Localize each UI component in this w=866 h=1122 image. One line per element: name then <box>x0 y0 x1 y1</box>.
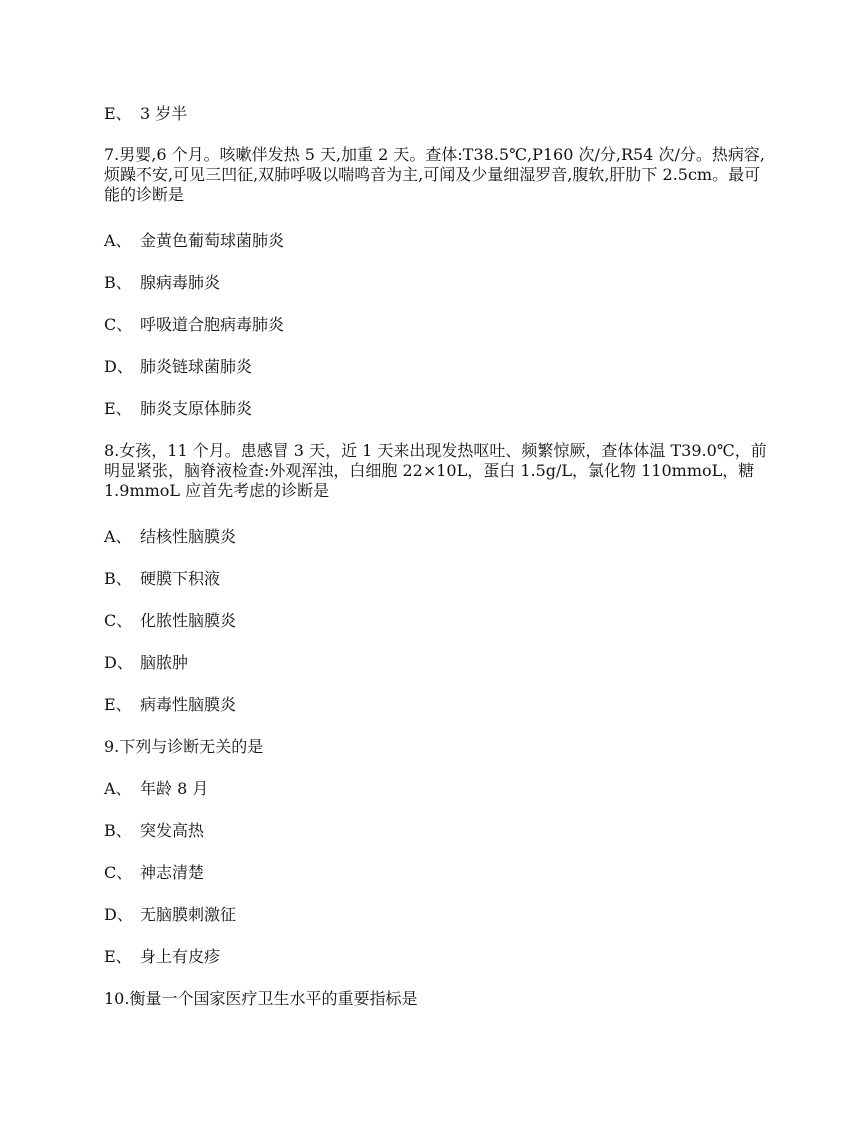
option-text: 金黄色葡萄球菌肺炎 <box>140 231 285 250</box>
option-c <box>104 863 204 883</box>
option-b <box>104 569 220 589</box>
option-text: 脑脓肿 <box>140 653 189 672</box>
option-d <box>104 905 236 925</box>
option-c <box>104 315 284 335</box>
option-text: 硬膜下积液 <box>140 569 221 588</box>
option-letter: A、 <box>104 527 132 546</box>
option-e <box>104 399 252 419</box>
option-d <box>104 357 252 377</box>
option-letter: D、 <box>104 905 133 924</box>
option-text: 肺炎支原体肺炎 <box>140 399 253 418</box>
option-text: 呼吸道合胞病毒肺炎 <box>140 315 285 334</box>
option-letter: D、 <box>104 653 133 672</box>
option-letter: C、 <box>104 315 133 334</box>
option-text: 无脑膜刺激征 <box>140 905 237 924</box>
option-letter: C、 <box>104 863 133 882</box>
option-text: 病毒性脑膜炎 <box>140 695 237 714</box>
option-text: 化脓性脑膜炎 <box>140 611 237 630</box>
option-a <box>104 527 236 547</box>
option-letter: D、 <box>104 357 133 376</box>
option-c <box>104 611 236 631</box>
option-letter: E、 <box>104 399 132 418</box>
option-e <box>104 104 187 124</box>
option-text: 结核性脑膜炎 <box>140 527 237 546</box>
question-7: 7.男婴,6 个月。咳嗽伴发热 5 天,加重 2 天。查体:T38.5℃,P160 次/分,R54 次/分。热病容,烦躁不安,可见三凹征,双肺呼吸以喘鸣音为主,可闻及少量细湿罗音,腹软,肝肋下 2.5cm。最可能的诊断是 <box>104 145 765 204</box>
question-9: 9.下列与诊断无关的是 <box>104 737 264 756</box>
option-text: 神志清楚 <box>140 863 205 882</box>
question-8: 8.女孩，11 个月。患感冒 3 天，近 1 天来出现发热呕吐、频繁惊厥，查体体温 T39.0℃，前明显紧张，脑脊液检查:外观浑浊，白细胞 22×10L，蛋白 1.5g/L，氯化物 110mmoL，糖 1.9mmoL 应首先考虑的诊断是 <box>104 441 767 500</box>
option-letter: B、 <box>104 273 132 292</box>
option-letter: E、 <box>104 104 132 123</box>
option-text: 肺炎链球菌肺炎 <box>140 357 253 376</box>
option-text: 突发高热 <box>140 821 205 840</box>
option-letter: B、 <box>104 821 132 840</box>
option-letter: B、 <box>104 569 132 588</box>
option-text: 年龄 8 月 <box>140 779 209 798</box>
option-letter: C、 <box>104 611 133 630</box>
option-a <box>104 231 284 251</box>
option-letter: E、 <box>104 695 132 714</box>
option-e <box>104 695 236 715</box>
option-letter: A、 <box>104 779 132 798</box>
question-10: 10.衡量一个国家医疗卫生水平的重要指标是 <box>104 989 418 1008</box>
option-text: 腺病毒肺炎 <box>140 273 221 292</box>
option-b <box>104 821 204 841</box>
option-b <box>104 273 220 293</box>
option-d <box>104 653 188 673</box>
option-text: 身上有皮疹 <box>140 947 221 966</box>
option-letter: A、 <box>104 231 132 250</box>
option-letter: E、 <box>104 947 132 966</box>
option-e <box>104 947 220 967</box>
option-a <box>104 779 208 799</box>
option-text: 3 岁半 <box>140 104 188 123</box>
